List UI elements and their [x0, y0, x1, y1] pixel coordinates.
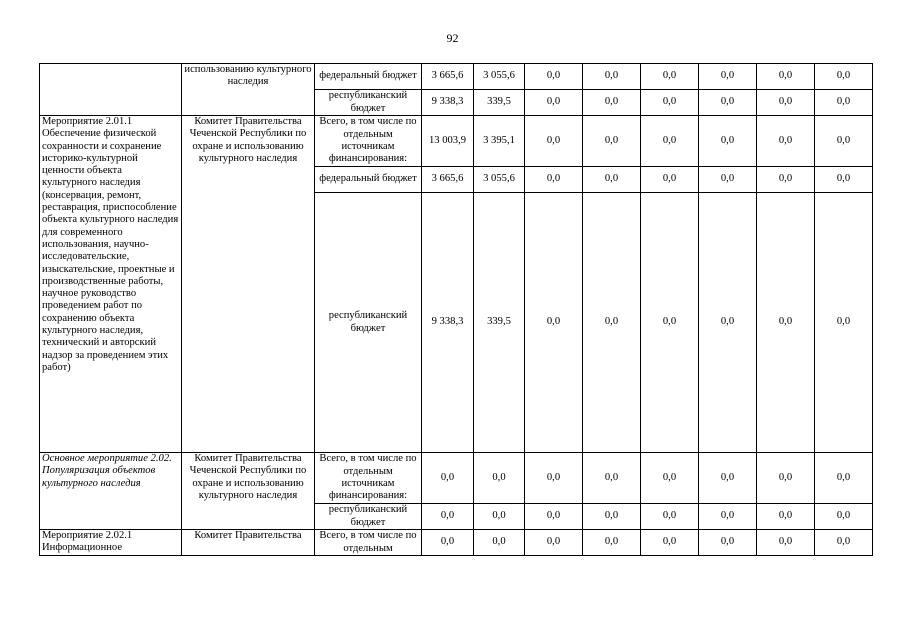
value-cell: 0,0 [815, 167, 873, 193]
value-cell: 0,0 [815, 116, 873, 167]
executor-cell: Комитет Правительства [182, 530, 315, 556]
value-cell: 0,0 [583, 64, 641, 90]
value-cell: 0,0 [583, 116, 641, 167]
value-cell: 0,0 [525, 64, 583, 90]
value-cell: 0,0 [474, 530, 525, 556]
value-cell: 0,0 [699, 193, 757, 453]
main-event-2-02: Основное мероприятие 2.02. Популяризация объектов культурного наследия [40, 453, 182, 530]
value-cell: 0,0 [525, 453, 583, 504]
value-cell: 0,0 [815, 64, 873, 90]
value-cell: 3 665,6 [422, 167, 474, 193]
event-cell-empty [40, 64, 182, 116]
source-total: Всего, в том числе по отдельным источникам финансирования: [315, 116, 422, 167]
value-cell: 0,0 [641, 64, 699, 90]
value-cell: 0,0 [474, 504, 525, 530]
value-cell: 0,0 [583, 453, 641, 504]
value-cell: 0,0 [641, 116, 699, 167]
value-cell: 0,0 [641, 530, 699, 556]
table-row [40, 116, 873, 167]
value-cell: 0,0 [422, 453, 474, 504]
source-republic: республиканский бюджет [315, 193, 422, 453]
value-cell: 9 338,3 [422, 90, 474, 116]
source-federal: федеральный бюджет [315, 167, 422, 193]
value-cell: 3 395,1 [474, 116, 525, 167]
value-cell: 3 055,6 [474, 64, 525, 90]
value-cell: 0,0 [757, 167, 815, 193]
table-row [40, 530, 873, 556]
value-cell: 13 003,9 [422, 116, 474, 167]
executor-cell: Комитет Правительства Чеченской Республики по охране и использованию культурного наследия [182, 116, 315, 453]
value-cell: 0,0 [757, 90, 815, 116]
value-cell: 0,0 [641, 90, 699, 116]
value-cell: 0,0 [815, 504, 873, 530]
value-cell: 9 338,3 [422, 193, 474, 453]
value-cell: 0,0 [583, 504, 641, 530]
page-number: 92 [446, 31, 459, 45]
source-total: Всего, в том числе по отдельным источникам финансирования: [315, 453, 422, 504]
value-cell: 0,0 [525, 90, 583, 116]
value-cell: 0,0 [422, 504, 474, 530]
funding-table [39, 63, 873, 556]
value-cell: 0,0 [641, 504, 699, 530]
source-republic: республиканский бюджет [315, 90, 422, 116]
source-republic: республиканский бюджет [315, 504, 422, 530]
executor-cell: использованию культурного наследия [182, 64, 315, 116]
value-cell: 0,0 [641, 167, 699, 193]
value-cell: 0,0 [525, 193, 583, 453]
value-cell: 0,0 [583, 193, 641, 453]
value-cell: 0,0 [525, 530, 583, 556]
value-cell: 0,0 [757, 453, 815, 504]
value-cell: 0,0 [525, 504, 583, 530]
event-2-02-1: Мероприятие 2.02.1 Информационное [40, 530, 182, 556]
value-cell: 0,0 [757, 193, 815, 453]
value-cell: 0,0 [583, 167, 641, 193]
value-cell: 0,0 [699, 90, 757, 116]
value-cell: 0,0 [699, 64, 757, 90]
value-cell: 0,0 [757, 530, 815, 556]
value-cell: 0,0 [525, 116, 583, 167]
value-cell: 0,0 [422, 530, 474, 556]
value-cell: 0,0 [815, 453, 873, 504]
value-cell: 339,5 [474, 193, 525, 453]
value-cell: 0,0 [699, 453, 757, 504]
value-cell: 3 665,6 [422, 64, 474, 90]
event-2-01-1: Мероприятие 2.01.1 Обеспечение физической сохранности и сохранение историко-культурной ценности объекта культурного наследия (консервация, ремонт, реставрация, приспособление объекта культурного наследия для современного использования, научно-исследовательские, изыскательские, проектные и производственные работы, научное руководство проведением работ по сохранению объекта культурного наследия, технический и авторский надзор за проведением этих работ) [40, 116, 182, 453]
source-total: Всего, в том числе по отдельным [315, 530, 422, 556]
executor-cell: Комитет Правительства Чеченской Республики по охране и использованию культурного наследия [182, 453, 315, 530]
value-cell: 0,0 [525, 167, 583, 193]
value-cell: 0,0 [583, 530, 641, 556]
value-cell: 0,0 [641, 193, 699, 453]
value-cell: 339,5 [474, 90, 525, 116]
value-cell: 0,0 [699, 167, 757, 193]
table-row [40, 64, 873, 90]
value-cell: 3 055,6 [474, 167, 525, 193]
value-cell: 0,0 [757, 116, 815, 167]
value-cell: 0,0 [474, 453, 525, 504]
value-cell: 0,0 [815, 90, 873, 116]
source-federal: федеральный бюджет [315, 64, 422, 90]
value-cell: 0,0 [815, 193, 873, 453]
value-cell: 0,0 [699, 530, 757, 556]
table-row [40, 453, 873, 504]
value-cell: 0,0 [757, 64, 815, 90]
value-cell: 0,0 [641, 453, 699, 504]
value-cell: 0,0 [699, 116, 757, 167]
value-cell: 0,0 [699, 504, 757, 530]
value-cell: 0,0 [583, 90, 641, 116]
value-cell: 0,0 [757, 504, 815, 530]
value-cell: 0,0 [815, 530, 873, 556]
